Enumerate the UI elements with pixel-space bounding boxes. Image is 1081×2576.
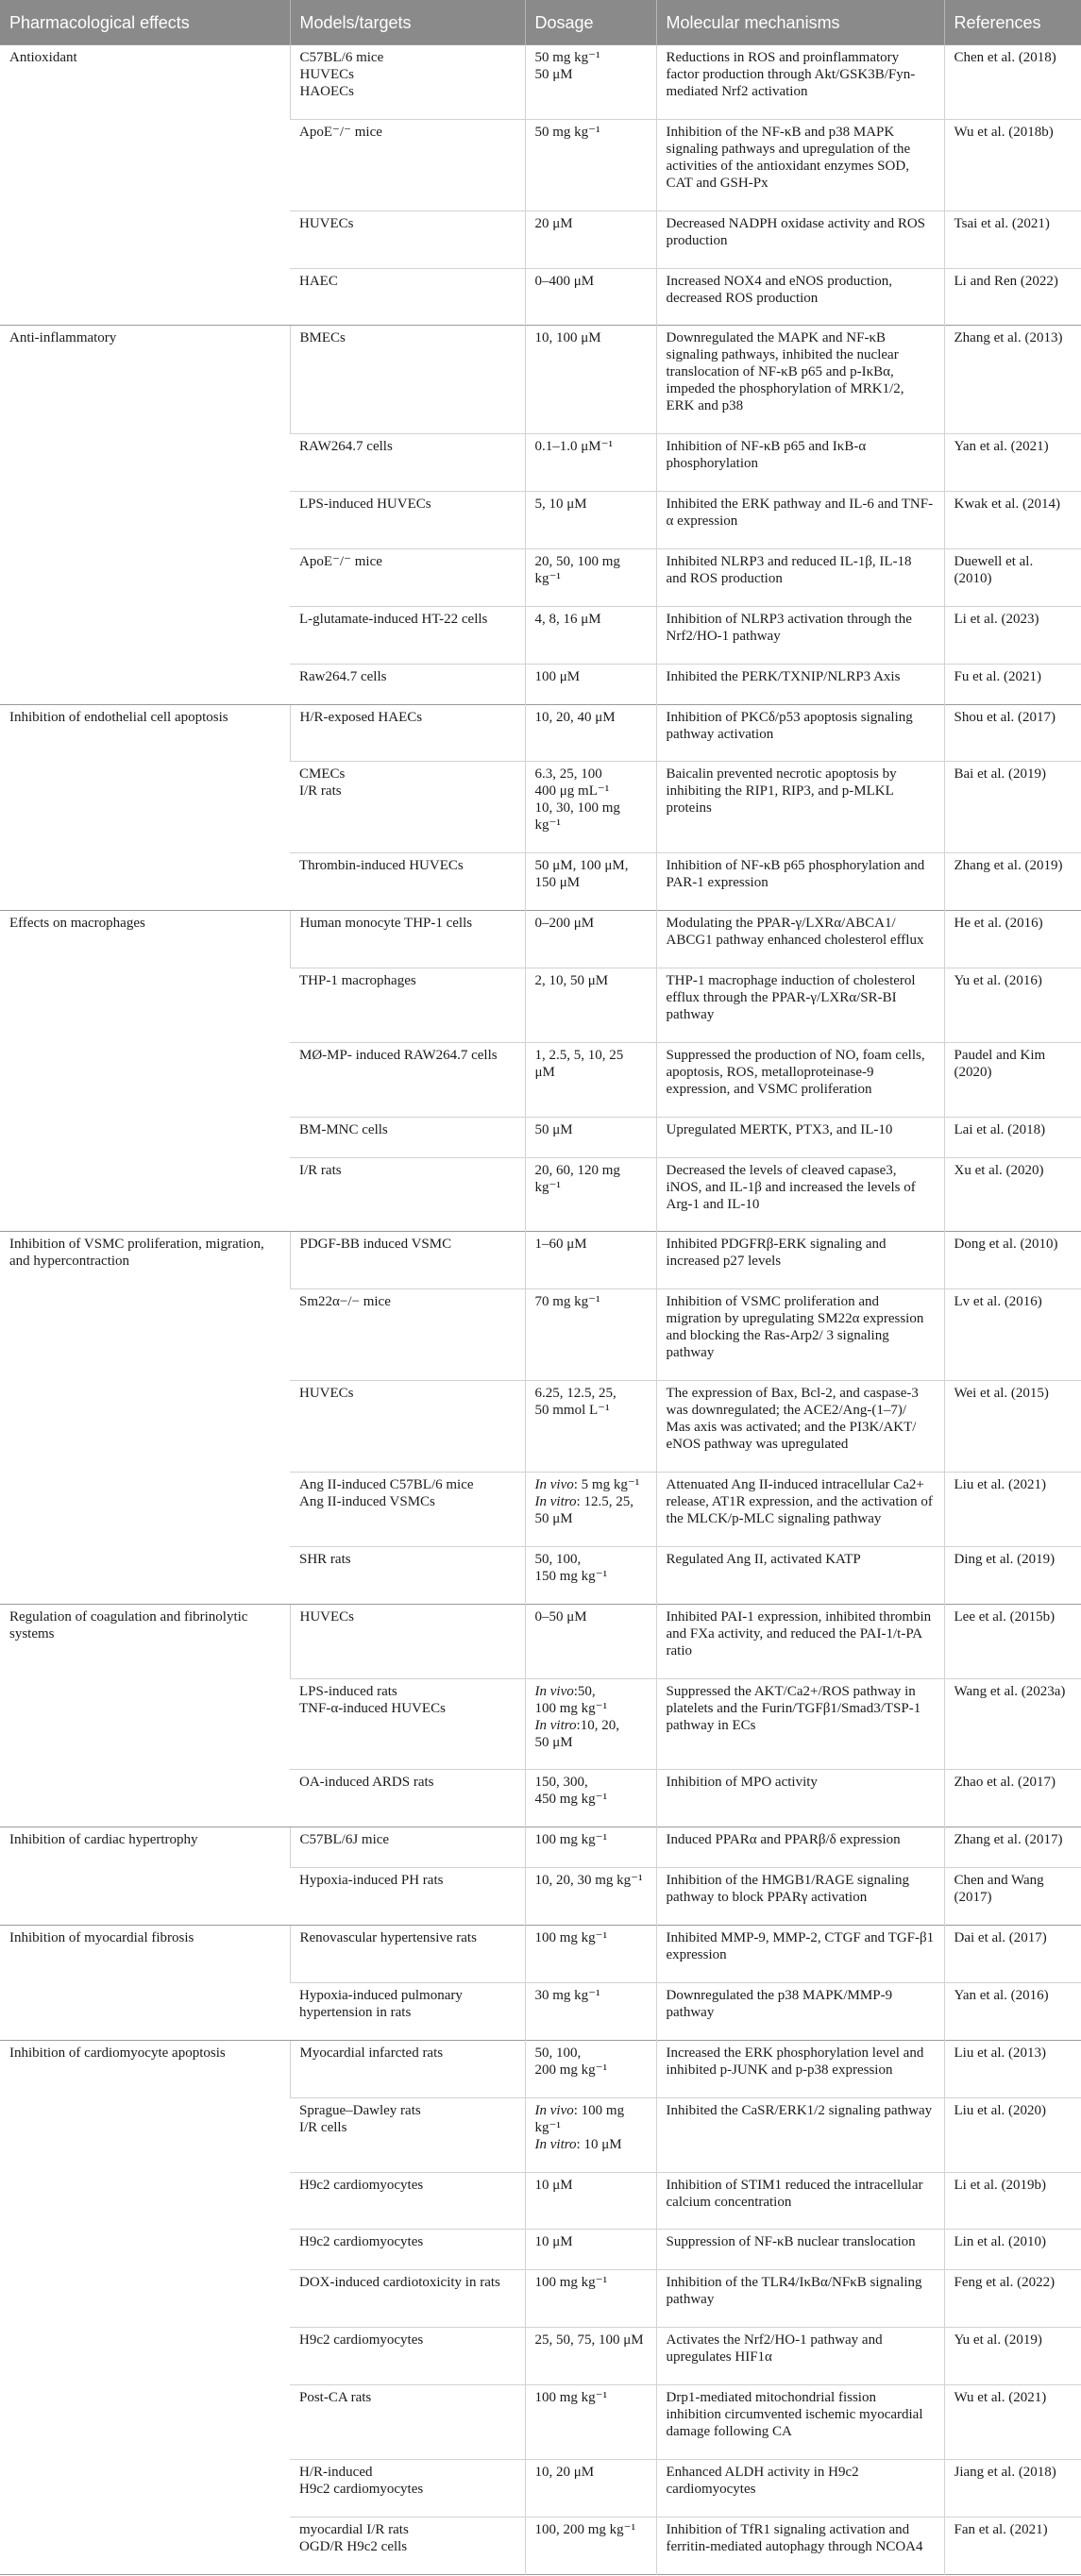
reference-cell: Li et al. (2019b) <box>944 2172 1081 2230</box>
dosage-cell <box>525 1381 656 1473</box>
models-cell <box>290 1381 525 1473</box>
mechanism-cell: Inhibition of NF-κB p65 phosphorylation and PAR-1 expression <box>656 853 944 911</box>
dosage-cell <box>525 492 656 549</box>
dosage-line: 100 mg kg⁻¹ <box>534 1832 608 1848</box>
reference-cell: Chen et al. (2018) <box>944 45 1081 120</box>
model-line: H/R-induced <box>299 2464 373 2480</box>
models-cell <box>290 1827 525 1868</box>
mechanism-cell: Inhibition of NLRP3 activation through the Nrf2/HO-1 pathway <box>656 606 944 664</box>
model-line: H/R-exposed HAECs <box>299 709 423 725</box>
models-cell <box>290 1926 525 1983</box>
dosage-cell <box>525 549 656 607</box>
dosage-cell <box>525 268 656 326</box>
dosage-line: 50 μM <box>534 1121 573 1137</box>
model-line: Human monocyte THP-1 cells <box>299 916 473 932</box>
model-line: HAOECs <box>299 84 355 99</box>
effect-cell: Inhibition of cardiomyocyte apoptosis <box>0 2040 290 2574</box>
effect-cell: Inhibition of myocardial fibrosis <box>0 1926 290 2041</box>
mechanism-cell: Inhibition of the TLR4/IκBα/NFκB signaling pathway <box>656 2270 944 2328</box>
reference-cell: Lee et al. (2015b) <box>944 1604 1081 1678</box>
models-cell <box>290 606 525 664</box>
mechanism-cell: Decreased NADPH oxidase activity and ROS production <box>656 210 944 268</box>
reference-cell: Zhang et al. (2017) <box>944 1827 1081 1868</box>
dosage-line: 50 μM <box>534 1511 573 1527</box>
dosage-cell <box>525 119 656 210</box>
model-line: Sm22α−/− mice <box>299 1294 391 1310</box>
model-line: I/R rats <box>299 783 342 800</box>
reference-cell: Wei et al. (2015) <box>944 1381 1081 1473</box>
model-line: CMECs <box>299 766 346 783</box>
reference-cell: Li and Ren (2022) <box>944 268 1081 326</box>
dosage-line: In vivo: 5 mg kg⁻¹ <box>534 1477 640 1493</box>
model-line: Post-CA rats <box>299 2389 372 2405</box>
dosage-line: 20 μM <box>534 215 573 231</box>
dosage-cell <box>525 1678 656 1770</box>
mechanism-cell: Inhibited NLRP3 and reduced IL-1β, IL-18 and ROS production <box>656 549 944 607</box>
models-cell <box>290 2459 525 2517</box>
dosage-cell <box>525 45 656 120</box>
dosage-line: 450 mg kg⁻¹ <box>534 1792 608 1808</box>
header-mechanisms: Molecular mechanisms <box>656 0 944 45</box>
dosage-cell <box>525 2328 656 2385</box>
reference-cell: Liu et al. (2020) <box>944 2097 1081 2172</box>
reference-cell: Fan et al. (2021) <box>944 2517 1081 2574</box>
dosage-cell <box>525 2459 656 2517</box>
dosage-line: 10, 20, 30 mg kg⁻¹ <box>534 1873 643 1889</box>
dosage-line: 10, 20, 40 μM <box>534 709 616 725</box>
models-cell <box>290 2517 525 2574</box>
dosage-cell <box>525 968 656 1043</box>
reference-cell: Wu et al. (2021) <box>944 2384 1081 2459</box>
reference-cell: Zhang et al. (2019) <box>944 853 1081 911</box>
dosage-line: 50 μM <box>534 1734 573 1750</box>
reference-cell: Duewell et al. (2010) <box>944 549 1081 607</box>
model-line: BMECs <box>299 330 346 346</box>
dosage-cell <box>525 1926 656 1983</box>
model-line: Renovascular hypertensive rats <box>299 1930 477 1946</box>
reference-cell: Paudel and Kim (2020) <box>944 1042 1081 1117</box>
header-models: Models/targets <box>290 0 525 45</box>
effect-cell: Anti-inflammatory <box>0 326 290 704</box>
models-cell <box>290 1678 525 1770</box>
dosage-line: 100, 200 mg kg⁻¹ <box>534 2521 636 2537</box>
reference-cell: Tsai et al. (2021) <box>944 210 1081 268</box>
models-cell <box>290 2328 525 2385</box>
table-row <box>0 45 1081 120</box>
mechanism-cell: Inhibited PDGFRβ-ERK signaling and increased p27 levels <box>656 1232 944 1289</box>
model-line: OA-induced ARDS rats <box>299 1775 434 1791</box>
reference-cell: Jiang et al. (2018) <box>944 2459 1081 2517</box>
model-line: BM-MNC cells <box>299 1121 388 1137</box>
model-line: ApoE⁻/⁻ mice <box>299 124 382 140</box>
models-cell <box>290 664 525 704</box>
models-cell <box>290 968 525 1043</box>
reference-cell: Yan et al. (2016) <box>944 1982 1081 2040</box>
dosage-cell <box>525 911 656 968</box>
table-row <box>0 326 1081 434</box>
effect-cell: Antioxidant <box>0 45 290 326</box>
mechanism-cell: Upregulated MERTK, PTX3, and IL-10 <box>656 1117 944 1157</box>
effect-cell: Effects on macrophages <box>0 911 290 1232</box>
reference-cell: Wang et al. (2023a) <box>944 1678 1081 1770</box>
dosage-line: 2, 10, 50 μM <box>534 973 609 989</box>
mechanism-cell: Baicalin prevented necrotic apoptosis by inhibiting the RIP1, RIP3, and p-MLKL proteins <box>656 762 944 853</box>
model-line: THP-1 macrophages <box>299 973 416 989</box>
mechanism-cell: Inhibition of MPO activity <box>656 1770 944 1827</box>
table-row <box>0 911 1081 968</box>
mechanism-cell: Inhibition of VSMC proliferation and migration by upregulating SM22α expression and blocking the Ras-Arp2/ 3 signaling pathway <box>656 1289 944 1381</box>
reference-cell: Feng et al. (2022) <box>944 2270 1081 2328</box>
mechanism-cell: Downregulated the p38 MAPK/MMP-9 pathway <box>656 1982 944 2040</box>
reference-cell: He et al. (2016) <box>944 911 1081 968</box>
dosage-cell <box>525 1827 656 1868</box>
dosage-line: 100 mg kg⁻¹ <box>534 2389 608 2405</box>
mechanism-cell: THP-1 macrophage induction of cholesterol efflux through the PPAR-γ/LXRα/SR-BI pathway <box>656 968 944 1043</box>
model-line: HAEC <box>299 273 338 289</box>
reference-cell: Liu et al. (2021) <box>944 1473 1081 1547</box>
dosage-cell <box>525 1042 656 1117</box>
table-row <box>0 1604 1081 1678</box>
model-line: C57BL/6 mice <box>299 50 384 65</box>
mechanism-cell: Inhibition of NF-κB p65 and IκB-α phosphorylation <box>656 434 944 492</box>
mechanism-cell: Increased the ERK phosphorylation level and inhibited p-JUNK and p-p38 expression <box>656 2040 944 2097</box>
model-line: H9c2 cardiomyocytes <box>299 2332 424 2349</box>
dosage-line: 50 μM <box>534 67 573 82</box>
effect-cell: Inhibition of cardiac hypertrophy <box>0 1827 290 1926</box>
dosage-line: 50 mg kg⁻¹ <box>534 124 600 140</box>
effect-cell: Regulation of coagulation and fibrinolytic systems <box>0 1604 290 1827</box>
model-line: LPS-induced HUVECs <box>299 497 431 513</box>
dosage-cell <box>525 664 656 704</box>
model-line: Sprague–Dawley rats <box>299 2102 421 2118</box>
dosage-line: 10, 20 μM <box>534 2464 595 2480</box>
dosage-cell <box>525 210 656 268</box>
mechanism-cell: Modulating the PPAR-γ/LXRα/ABCA1/ ABCG1 pathway enhanced cholesterol efflux <box>656 911 944 968</box>
dosage-line: In vitro: 12.5, 25, <box>534 1494 633 1510</box>
models-cell <box>290 2097 525 2172</box>
mechanism-cell: Regulated Ang II, activated KATP <box>656 1546 944 1604</box>
mechanism-cell: Attenuated Ang II-induced intracellular Ca2+ release, AT1R expression, and the activation of the MLCK/p-MLC signaling pathway <box>656 1473 944 1547</box>
reference-cell: Chen and Wang (2017) <box>944 1868 1081 1926</box>
dosage-line: 1, 2.5, 5, 10, 25 μM <box>534 1047 624 1080</box>
mechanism-cell: Suppressed the production of NO, foam cells, apoptosis, ROS, metalloproteinase-9 expression, and VSMC proliferation <box>656 1042 944 1117</box>
models-cell <box>290 2230 525 2270</box>
model-line: DOX-induced cardiotoxicity in rats <box>299 2275 500 2291</box>
dosage-cell <box>525 1604 656 1678</box>
model-line: OGD/R H9c2 cells <box>299 2538 408 2554</box>
model-line: HUVECs <box>299 215 354 231</box>
mechanism-cell: Activates the Nrf2/HO-1 pathway and upregulates HIF1α <box>656 2328 944 2385</box>
dosage-cell <box>525 1289 656 1381</box>
dosage-line: 6.25, 12.5, 25, <box>534 1386 617 1402</box>
dosage-cell <box>525 2230 656 2270</box>
reference-cell: Lin et al. (2010) <box>944 2230 1081 2270</box>
mechanism-cell: Inhibited the CaSR/ERK1/2 signaling pathway <box>656 2097 944 2172</box>
models-cell <box>290 210 525 268</box>
model-line: HUVECs <box>299 67 355 82</box>
model-line: Myocardial infarcted rats <box>299 2045 444 2061</box>
header-row <box>0 0 1081 45</box>
model-line: HUVECs <box>299 1386 354 1402</box>
dosage-line: In vivo:50, <box>534 1683 596 1699</box>
dosage-line: 10 μM <box>534 2177 573 2193</box>
models-cell <box>290 1289 525 1381</box>
mechanism-cell: Inhibition of the HMGB1/RAGE signaling pathway to block PPARγ activation <box>656 1868 944 1926</box>
model-line: Hypoxia-induced PH rats <box>299 1873 444 1889</box>
models-cell <box>290 434 525 492</box>
model-line: HUVECs <box>299 1608 355 1625</box>
dosage-line: 50 μM, 100 μM, <box>534 858 629 874</box>
models-cell <box>290 1770 525 1827</box>
table-row <box>0 704 1081 762</box>
dosage-line: 0.1–1.0 μM⁻¹ <box>534 439 614 455</box>
reference-cell: Zhao et al. (2017) <box>944 1770 1081 1827</box>
dosage-line: 10 μM <box>534 2234 573 2250</box>
mechanism-cell: Inhibited the PERK/TXNIP/NLRP3 Axis <box>656 664 944 704</box>
dosage-line: 50, 100, <box>534 1551 582 1567</box>
models-cell <box>290 1042 525 1117</box>
dosage-cell <box>525 434 656 492</box>
mechanism-cell: Suppressed the AKT/Ca2+/ROS pathway in platelets and the Furin/TGFβ1/Smad3/TSP-1 pathway in ECs <box>656 1678 944 1770</box>
dosage-cell <box>525 853 656 911</box>
models-cell <box>290 1604 525 1678</box>
dosage-line: 25, 50, 75, 100 μM <box>534 2332 644 2349</box>
model-line: Ang II-induced VSMCs <box>299 1494 435 1510</box>
models-cell <box>290 853 525 911</box>
mechanism-cell: Reductions in ROS and proinflammatory factor production through Akt/GSK3B/Fyn-mediated Nrf2 activation <box>656 45 944 120</box>
reference-cell: Yu et al. (2019) <box>944 2328 1081 2385</box>
models-cell <box>290 2172 525 2230</box>
dosage-cell <box>525 1868 656 1926</box>
models-cell <box>290 1546 525 1604</box>
dosage-cell <box>525 1546 656 1604</box>
reference-cell: Bai et al. (2019) <box>944 762 1081 853</box>
dosage-line: 30 mg kg⁻¹ <box>534 1987 600 2003</box>
model-line: Raw264.7 cells <box>299 668 387 684</box>
model-line: I/R cells <box>299 2119 347 2135</box>
dosage-cell <box>525 606 656 664</box>
dosage-line: 0–50 μM <box>534 1608 587 1625</box>
models-cell <box>290 1982 525 2040</box>
dosage-cell <box>525 2097 656 2172</box>
dosage-line: 10, 100 μM <box>534 330 601 346</box>
effect-cell: Inhibition of VSMC proliferation, migration, and hypercontraction <box>0 1232 290 1604</box>
model-line: TNF-α-induced HUVECs <box>299 1700 446 1716</box>
model-line: H9c2 cardiomyocytes <box>299 2177 424 2193</box>
model-line: Hypoxia-induced pulmonary hypertension in rats <box>299 1987 463 2020</box>
mechanism-cell: Inhibited MMP-9, MMP-2, CTGF and TGF-β1 expression <box>656 1926 944 1983</box>
reference-cell: Yu et al. (2016) <box>944 968 1081 1043</box>
mechanism-cell: Inhibited PAI-1 expression, inhibited thrombin and FXa activity, and reduced the PAI-1/t-PA ratio <box>656 1604 944 1678</box>
mechanism-cell: Drp1-mediated mitochondrial fission inhibition circumvented ischemic myocardial damage following CA <box>656 2384 944 2459</box>
dosage-line: 50 mmol L⁻¹ <box>534 1403 610 1419</box>
models-cell <box>290 119 525 210</box>
models-cell <box>290 762 525 853</box>
dosage-line: 150 mg kg⁻¹ <box>534 1568 608 1584</box>
models-cell <box>290 911 525 968</box>
mechanism-cell: Inhibition of PKCδ/p53 apoptosis signaling pathway activation <box>656 704 944 762</box>
dosage-line: In vivo: 100 mg kg⁻¹ <box>534 2102 625 2135</box>
reference-cell: Lai et al. (2018) <box>944 1117 1081 1157</box>
models-cell <box>290 2270 525 2328</box>
model-line: I/R rats <box>299 1162 342 1178</box>
model-line: ApoE⁻/⁻ mice <box>299 554 382 570</box>
effect-cell: Inhibition of endothelial cell apoptosis <box>0 704 290 911</box>
model-line: MØ-MP- induced RAW264.7 cells <box>299 1047 498 1063</box>
dosage-line: 400 μg mL⁻¹ <box>534 783 610 800</box>
dosage-line: 0–200 μM <box>534 916 595 932</box>
reference-cell: Dai et al. (2017) <box>944 1926 1081 1983</box>
dosage-line: 20, 50, 100 mg kg⁻¹ <box>534 554 620 587</box>
dosage-line: 50, 100, <box>534 2045 582 2061</box>
reference-cell: Yan et al. (2021) <box>944 434 1081 492</box>
dosage-cell <box>525 2040 656 2097</box>
header-references: References <box>944 0 1081 45</box>
models-cell <box>290 549 525 607</box>
dosage-line: 20, 60, 120 mg kg⁻¹ <box>534 1162 620 1195</box>
model-line: RAW264.7 cells <box>299 439 393 455</box>
reference-cell: Fu et al. (2021) <box>944 664 1081 704</box>
model-line: H9c2 cardiomyocytes <box>299 2481 424 2497</box>
dosage-cell <box>525 2270 656 2328</box>
mechanism-cell: Inhibition of STIM1 reduced the intracellular calcium concentration <box>656 2172 944 2230</box>
model-line: SHR rats <box>299 1551 351 1567</box>
dosage-line: 100 μM <box>534 668 581 684</box>
models-cell <box>290 268 525 326</box>
model-line: Thrombin-induced HUVECs <box>299 858 464 874</box>
dosage-line: In vitro:10, 20, <box>534 1717 619 1733</box>
reference-cell: Zhang et al. (2013) <box>944 326 1081 434</box>
dosage-cell <box>525 1770 656 1827</box>
mechanism-cell: The expression of Bax, Bcl-2, and caspase-3 was downregulated; the ACE2/Ang-(1–7)/ Mas axis was activated; and the PI3K/AKT/ eNOS pathway was upregulated <box>656 1381 944 1473</box>
dosage-line: 0–400 μM <box>534 273 595 289</box>
dosage-line: 6.3, 25, 100 <box>534 766 602 783</box>
dosage-line: 50 mg kg⁻¹ <box>534 50 600 65</box>
table-header <box>0 0 1081 45</box>
models-cell <box>290 1232 525 1289</box>
reference-cell: Li et al. (2023) <box>944 606 1081 664</box>
header-dosage: Dosage <box>525 0 656 45</box>
reference-cell: Wu et al. (2018b) <box>944 119 1081 210</box>
dosage-cell <box>525 326 656 434</box>
mechanism-cell: Inhibition of the NF-κB and p38 MAPK signaling pathways and upregulation of the activities of the antioxidant enzymes SOD, CAT and GSH-Px <box>656 119 944 210</box>
dosage-line: 100 mg kg⁻¹ <box>534 2275 608 2291</box>
dosage-line: 150 μM <box>534 875 581 891</box>
mechanism-cell: Downregulated the MAPK and NF-κB signaling pathways, inhibited the nuclear translocation of NF-κB p65 and p-IκBα, impeded the phosphorylation of MRK1/2, ERK and p38 <box>656 326 944 434</box>
models-cell <box>290 2040 525 2097</box>
table-row <box>0 2040 1081 2097</box>
dosage-cell <box>525 1232 656 1289</box>
dosage-cell <box>525 2384 656 2459</box>
models-cell <box>290 1868 525 1926</box>
models-cell <box>290 704 525 762</box>
model-line: LPS-induced rats <box>299 1683 397 1699</box>
model-line: L-glutamate-induced HT-22 cells <box>299 611 488 627</box>
dosage-cell <box>525 2172 656 2230</box>
model-line: myocardial I/R rats <box>299 2521 409 2537</box>
mechanism-cell: Enhanced ALDH activity in H9c2 cardiomyocytes <box>656 2459 944 2517</box>
reference-cell: Lv et al. (2016) <box>944 1289 1081 1381</box>
mechanism-cell: Suppression of NF-κB nuclear translocation <box>656 2230 944 2270</box>
dosage-line: 100 mg kg⁻¹ <box>534 1700 608 1716</box>
models-cell <box>290 45 525 120</box>
dosage-cell <box>525 1117 656 1157</box>
mechanism-cell: Inhibition of TfR1 signaling activation and ferritin-mediated autophagy through NCOA4 <box>656 2517 944 2574</box>
dosage-cell <box>525 1157 656 1232</box>
model-line: C57BL/6J mice <box>299 1832 390 1848</box>
table-body <box>0 45 1081 2575</box>
reference-cell: Shou et al. (2017) <box>944 704 1081 762</box>
mechanism-cell: Induced PPARα and PPARβ/δ expression <box>656 1827 944 1868</box>
dosage-line: 200 mg kg⁻¹ <box>534 2062 608 2078</box>
table-row <box>0 1926 1081 1983</box>
models-cell <box>290 326 525 434</box>
dosage-line: 10, 30, 100 mg kg⁻¹ <box>534 800 620 833</box>
model-line: H9c2 cardiomyocytes <box>299 2234 424 2250</box>
models-cell <box>290 1157 525 1232</box>
header-effects: Pharmacological effects <box>0 0 290 45</box>
table-row <box>0 1827 1081 1868</box>
model-line: PDGF-BB induced VSMC <box>299 1237 452 1253</box>
mechanism-cell: Inhibited the ERK pathway and IL-6 and TNF-α expression <box>656 492 944 549</box>
reference-cell: Ding et al. (2019) <box>944 1546 1081 1604</box>
model-line: Ang II-induced C57BL/6 mice <box>299 1477 474 1493</box>
table-row <box>0 1232 1081 1289</box>
dosage-line: In vitro: 10 μM <box>534 2136 622 2152</box>
dosage-line: 100 mg kg⁻¹ <box>534 1930 608 1946</box>
dosage-line: 70 mg kg⁻¹ <box>534 1294 600 1310</box>
dosage-line: 5, 10 μM <box>534 497 587 513</box>
models-cell <box>290 492 525 549</box>
reference-cell: Dong et al. (2010) <box>944 1232 1081 1289</box>
dosage-cell <box>525 704 656 762</box>
reference-cell: Kwak et al. (2014) <box>944 492 1081 549</box>
mechanism-cell: Decreased the levels of cleaved capase3, iNOS, and IL-1β and increased the levels of Arg-1 and IL-10 <box>656 1157 944 1232</box>
dosage-line: 4, 8, 16 μM <box>534 611 601 627</box>
dosage-cell <box>525 2517 656 2574</box>
dosage-cell <box>525 1473 656 1547</box>
models-cell <box>290 2384 525 2459</box>
models-cell <box>290 1473 525 1547</box>
dosage-cell <box>525 762 656 853</box>
dosage-line: 1–60 μM <box>534 1237 587 1253</box>
reference-cell: Liu et al. (2013) <box>944 2040 1081 2097</box>
reference-cell: Xu et al. (2020) <box>944 1157 1081 1232</box>
models-cell <box>290 1117 525 1157</box>
mechanism-cell: Increased NOX4 and eNOS production, decreased ROS production <box>656 268 944 326</box>
dosage-cell <box>525 1982 656 2040</box>
dosage-line: 150, 300, <box>534 1775 588 1791</box>
